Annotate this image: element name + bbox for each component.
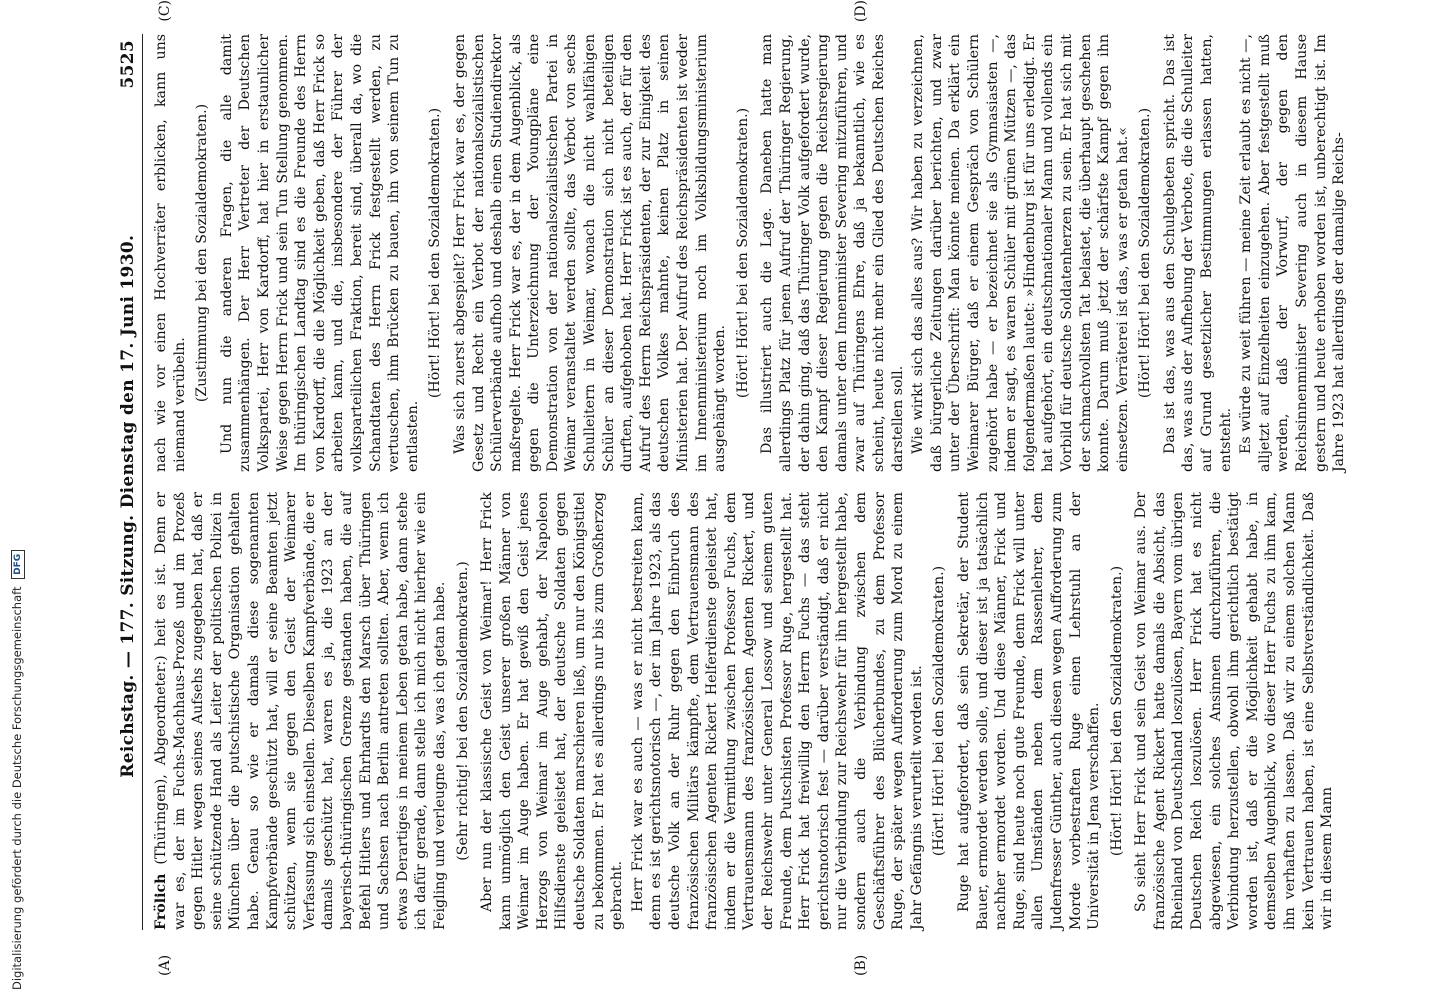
paragraph: Es würde zu weit führen — meine Zeit erlaubt es nicht —, alljetzt auf Einzelheiten einzugehen. Aber festgestellt muß werden, daß der Vorwurf, der gegen den Reichsinnenminister Severing auch in diesem Hause gestern und heute erhoben worden ist, unberechtigt ist. Im Jahre 1923 hat allerdings der damalige Reichs- bbox=[1238, 34, 1348, 472]
page-number: 5525 bbox=[118, 40, 138, 89]
interjection: (Sehr richtig! bei den Sozialdemokraten.) bbox=[454, 561, 471, 861]
paragraph: Und nun die anderen Fragen, die alle damit zusammenhängen. Der Herr Vertreter der Deutschen Volkspartei, Herr von Kardorff, hat hier in erstaunlicher Weise gegen Herrn Frick und sein Tun Stellung genommen. Im thüringischen Landtag sind es die Freunde des Herrn von Kardorff, die die Möglichkeit geben, daß Herr Frick so arbeiten kann, und die, insbesondere der Führer der volksparteilichen Fraktion, bereit sind, überall da, wo die Schandtaten des Herrn Frick festgestellt werden, zu vertuschen, ihm Brücken zu bauen, ihn von seinem Tun zu entlasten. bbox=[218, 34, 421, 472]
paragraph: Ruge hat aufgefordert, daß sein Sekretär, der Student Bauer, ermordet werden solle, und dieser ist ja tatsächlich nachher ermordet worden. Und diese Männer, Frick und Ruge, sind heute noch gute Freunde, denn Frick will unter allen Umständen neben dem Rassenlehrer, dem Judenfresser Günther, auch diesen wegen Aufforderung zum Morde vorbestraften Ruge einen Lehrstuhl an der Universität in Jena verschaffen. bbox=[955, 492, 1103, 930]
margin-marker-d: (D) bbox=[853, 0, 869, 23]
speaker-name: Frölich bbox=[153, 873, 169, 930]
digitization-credit bbox=[2, 0, 28, 1000]
paragraph: Das illustriert auch die Lage. Daneben hatte man allerdings Platz für jenen Aufruf der Thüringer Regierung, der dahin ging, daß das Thüringer Volk aufgefordert wurde, den Kampf dieser Regierung gegen die Reichsregierung damals unter dem Innenminister Severing mitzuführen, und zwar auf Thüringens Ehre, daß ja bekanntlich, wie es scheint, heute nicht mehr ein Glied des Deutschen Reiches darstellen soll. bbox=[759, 34, 906, 472]
interjection: (Hört! Hört! bei den Sozialdemokraten.) bbox=[931, 565, 948, 857]
margin-marker-a: (A) bbox=[157, 954, 173, 976]
interjection: (Zustimmung bei den Sozialdemokraten.) bbox=[194, 103, 211, 403]
paragraph: nach wie vor einen Hochverräter erblicken, kann uns niemand verübeln. bbox=[153, 34, 188, 472]
right-column bbox=[152, 0, 1424, 472]
page-header bbox=[118, 34, 143, 930]
margin-marker-c: (C) bbox=[157, 0, 173, 22]
paragraph: Aber nun der klassische Geist von Weimar! Herr Frick kann unmöglich den Geist unserer großen Männer von Weimar im Auge haben. Er hat gewiß den Geist jenes Herzogs von Weimar im Auge gehabt, der Napoleon Hilfsdienste geleistet hat, der deutsche Soldaten gegen deutsche Soldaten marschieren ließ, um nur den Königstitel zu bekommen. Er hat es allerdings nur bis zum Großherzog gebracht. bbox=[479, 492, 626, 930]
paragraph bbox=[152, 492, 450, 930]
dfg-logo: DFG bbox=[11, 550, 25, 579]
paragraph: Was sich zuerst abgespielt? Herr Frick war es, der gegen Gesetz und Recht ein Verbot der nationalsozialistischen Schülerverbände aufhob und deshalb einen Studiendirektor maßregelte. Herr Frick war es, der in dem Augenblick, als gegen die Unterzeichnung der Youngpläne eine Demonstration von der nationalsozialistischen Partei in Weimar veranstaltet werden sollte, das Verbot von sechs Schulleitern in Weimar, wonach die nicht wahlfähigen Schüler an dieser Demonstration sich nicht beteiligen durften, aufgehoben hat. Herr Frick ist es auch, der für den Aufruf des Herrn Reichspräsidenten, der zur Einigkeit des deutschen Volkes mahnte, keinen Platz in seinen Ministerien hat. Der Aufruf des Reichspräsidenten ist weder im Innenministerium noch im Volksbildungsministerium ausgehängt worden. bbox=[451, 34, 729, 472]
paragraph: Wie wirkt sich das alles aus? Wir haben zu verzeichnen, daß bürgerliche Zeitungen darüber berichten, und zwar unter der Überschrift: Man könnte meinen. Da erklärt ein Weimarer Bürger, daß er einem Gespräch von Schülern zugehört habe — er bezeichnet sie als Gymnasiasten —, indem er sagt, es waren Schüler mit grünen Mützen —, das folgendermaßen lautet: »Hindenburg ist für uns erledigt. Er hat aufgehört, ein deutschnationaler Mann und vollends ein Vorbild für deutsche Soldatenherzen zu sein. Er hat sich mit der schmachvollsten Tat belastet, die überhaupt geschehen konnte. Darum muß jetzt der schärfste Kampf gegen ihn einsetzen. Verräterei ist das, was er getan hat.« bbox=[910, 34, 1131, 472]
margin-marker-b: (B) bbox=[853, 954, 869, 976]
scanned-page bbox=[100, 0, 1434, 1000]
paragraph: Herr Frick war es auch — was er nicht bestreiten kann, denn es ist gerichtsnotorisch —, der im Jahre 1923, als das deutsche Volk an der Ruhr gegen den Einbruch des französischen Militärs kämpfte, dem Vertrauensmann des französischen Agenten Rickert Helferdienste geleistet hat, indem er die Vermittlung zwischen Professor Fuchs, dem Vertrauensmann des französischen Agenten Rickert, und der Reichswehr unter General Lossow und seinem guten Freunde, dem Putschisten Professor Ruge, hergestellt hat. Herr Frick hat freiwillig den Herrn Fuchs — das steht gerichtsnotorisch fest — darüber verständigt, daß er nicht nur die Verbindung zur Reichswehr für ihn hergestellt habe, sondern auch die Verbindung zwischen dem Geschäftsführer des Blücherbundes, zu dem Professor Ruge, der später wegen Aufforderung zum Mord zu einem Jahr Gefängnis verurteilt worden ist. bbox=[629, 492, 925, 930]
interjection: (Hört! Hört! bei den Sozialdemokraten.) bbox=[427, 107, 444, 399]
paragraph-text: heit es ist. Denn er war es, der im Fuchs-Machhaus-Prozeß und im Prozeß gegen Hitler wegen seines Aufsehs zugegeben hat, daß er seine schützende Hand als Leiter der politischen Polizei in München über die putschistische Organisation gehalten habe. Genau so wie er damals diese sogenannten Kampfverbände geschützt hat, will er seine Beamten jetzt schützen, wenn sie gegen den Geist der Weimarer Verfassung sich einstellen. Dieselben Kampfverbände, die er damals geschützt hat, waren es ja, die 1923 an der bayerisch-thüringischen Grenze gestanden haben, die auf Befehl Hitlers und Ehrhardts den Marsch über Thüringen und Sachsen nach Berlin antreten sollten. Aber, wenn ich etwas Derartiges in meinem Leben getan habe, dann stehe ich dafür gerade, dann stelle ich mich nicht hierher wie ein Feigling und verleugne das, was ich getan habe. bbox=[153, 492, 448, 930]
paragraph: Das ist das, was aus den Schulgebeten spricht. Das ist das, was aus der Aufhebung der Verbote, die die Schulleiter auf Grund gesetzlicher Bestimmungen erlassen hatten, entsteht. bbox=[1161, 34, 1234, 472]
page-title: Reichstag. — 177. Sitzung. Dienstag den 17. Juni 1930. bbox=[118, 234, 138, 778]
interjection: (Hört! Hört! bei den Sozialdemokraten.) bbox=[1137, 107, 1154, 399]
text-columns bbox=[152, 0, 1424, 976]
credit-text: Digitalisierung gefördert durch die Deutsche Forschungsgemeinschaft bbox=[10, 586, 24, 990]
paragraph: So sieht Herr Frick und sein Geist von Weimar aus. Der französische Agent Rickert hatte damals die Absicht, das Rheinland von Deutschland loszulösen, Bayern vom übrigen Deutschen Reich loszulösen. Herr Frick hat es nicht abgewiesen, ein solches Ansinnen durchzuführen, die Verbindung herzustellen, obwohl ihm gerichtlich bestätigt worden ist, daß er die Möglichkeit gehabt habe, in demselben Augenblick, wo dieser Herr Fuchs zu ihm kam, ihn verhaften zu lassen. Daß wir zu einem solchen Mann kein Vertrauen haben, ist eine Selbstverständlichkeit. Daß wir in diesem Mann bbox=[1133, 492, 1336, 930]
interjection: (Hört! Hört! bei den Sozialdemokraten.) bbox=[1108, 565, 1125, 857]
left-column bbox=[152, 492, 1424, 976]
speaker-note: (Thüringen), Abgeordneter:) bbox=[153, 655, 169, 865]
interjection: (Hört! Hört! bei den Sozialdemokraten.) bbox=[734, 107, 751, 399]
